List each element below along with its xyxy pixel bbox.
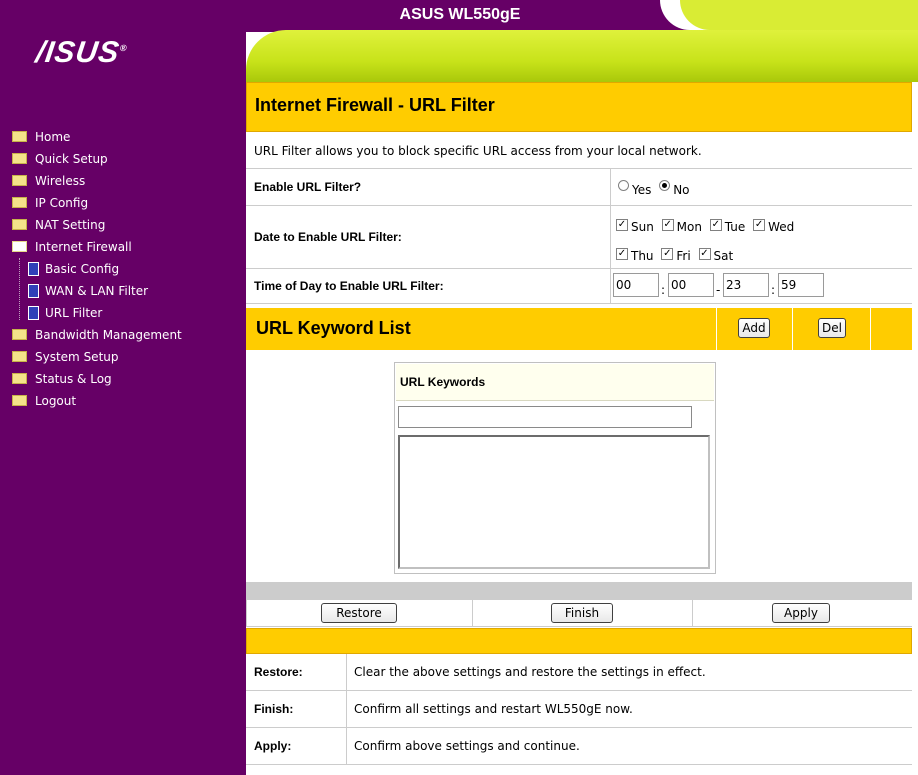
help-key: Apply: (254, 739, 292, 753)
sidebar-item-label: NAT Setting (35, 218, 106, 232)
header-green-band (246, 30, 918, 82)
folder-icon (12, 153, 27, 164)
add-keyword-button[interactable]: Add (738, 318, 770, 338)
date-row (246, 206, 912, 269)
sidebar (0, 0, 246, 775)
day-label: Sat (713, 249, 734, 263)
checkbox-fri[interactable]: ✓ (663, 248, 672, 259)
sidebar-item-logout[interactable] (12, 390, 182, 412)
description-row (246, 132, 912, 169)
keyword-table-header (396, 364, 714, 401)
sidebar-item-label: Basic Config (45, 262, 120, 276)
help-header-bar (246, 628, 912, 654)
sidebar-item-basic-config[interactable] (12, 258, 182, 280)
sidebar-item-label: WAN & LAN Filter (45, 284, 149, 298)
checkbox-sat[interactable]: ✓ (700, 248, 709, 259)
radio-no-label: No (673, 183, 690, 197)
day-label: Mon (676, 220, 702, 234)
end-minute-input[interactable]: 59 (778, 273, 824, 297)
sidebar-item-internet-firewall[interactable] (12, 236, 182, 258)
keyword-column-header: URL Keywords (400, 375, 486, 389)
divider-bar (246, 582, 912, 600)
checkbox-tue[interactable]: ✓ (711, 219, 720, 230)
radio-yes[interactable] (618, 180, 629, 191)
keyword-table (394, 362, 716, 574)
checkbox-sun[interactable]: ✓ (617, 219, 627, 230)
page-title: Internet Firewall - URL Filter (255, 95, 495, 115)
sidebar-item-quick-setup[interactable] (12, 148, 182, 170)
start-minute-input[interactable]: 00 (668, 273, 714, 297)
sidebar-item-system-setup[interactable] (12, 346, 182, 368)
day-label: Tue (724, 220, 746, 234)
help-divider (346, 654, 347, 690)
row-divider (472, 600, 473, 626)
sidebar-item-label: System Setup (35, 350, 119, 364)
restore-button[interactable]: Restore (321, 603, 397, 623)
sidebar-item-ip-config[interactable] (12, 192, 182, 214)
sidebar-item-status-log[interactable] (12, 368, 182, 390)
date-label: Date to Enable URL Filter: (254, 230, 402, 244)
finish-button[interactable]: Finish (551, 603, 613, 623)
delete-keyword-button[interactable]: Del (818, 318, 846, 338)
column-divider (610, 169, 611, 205)
checkbox-mon[interactable]: ✓ (663, 219, 672, 230)
sidebar-item-label: URL Filter (45, 306, 103, 320)
folder-icon (12, 175, 27, 186)
page-icon (28, 284, 39, 298)
folder-icon (12, 197, 27, 208)
sidebar-item-label: Wireless (35, 174, 86, 188)
time-label: Time of Day to Enable URL Filter: (254, 279, 444, 293)
start-hour-input[interactable]: 00 (613, 273, 659, 297)
sidebar-item-label: Quick Setup (35, 152, 108, 166)
help-key: Finish: (254, 702, 294, 716)
row-divider (692, 600, 693, 626)
radio-no[interactable] (659, 180, 670, 191)
time-separator: - (716, 283, 721, 297)
sidebar-item-label: Home (35, 130, 71, 144)
keyword-input[interactable] (398, 406, 692, 428)
help-divider (346, 691, 347, 727)
column-divider (610, 206, 611, 268)
folder-icon (12, 373, 27, 384)
help-row-apply (246, 728, 912, 765)
time-row (246, 269, 912, 304)
time-separator: : (661, 283, 666, 297)
page-description: URL Filter allows you to block specific URL access from your local network. (254, 144, 702, 158)
enable-options (614, 183, 690, 197)
folder-open-icon (12, 241, 27, 252)
sidebar-item-bandwidth-management[interactable] (12, 324, 182, 346)
header-curve-fill (680, 0, 918, 30)
folder-icon (12, 219, 27, 230)
end-hour-input[interactable]: 23 (723, 273, 769, 297)
sidebar-nav (12, 126, 182, 412)
keyword-list-bar (246, 308, 912, 350)
bar-divider (870, 308, 871, 350)
day-label: Thu (631, 249, 654, 263)
help-description: Confirm all settings and restart WL550gE now. (354, 702, 633, 716)
day-label: Fri (676, 249, 691, 263)
folder-icon (12, 395, 27, 406)
column-divider (610, 269, 611, 303)
sidebar-item-url-filter[interactable] (12, 302, 182, 324)
day-label: Sun (631, 220, 654, 234)
help-divider (346, 728, 347, 764)
sidebar-item-nat-setting[interactable] (12, 214, 182, 236)
help-row-restore (246, 654, 912, 691)
day-label: Wed (768, 220, 795, 234)
keyword-listbox[interactable] (398, 435, 710, 569)
bar-divider (716, 308, 717, 350)
help-key: Restore: (254, 665, 303, 679)
sidebar-item-wireless[interactable] (12, 170, 182, 192)
row-divider (246, 600, 247, 626)
action-buttons-row (246, 600, 912, 627)
sidebar-item-label: Internet Firewall (35, 240, 132, 254)
sidebar-item-home[interactable] (12, 126, 182, 148)
apply-button[interactable]: Apply (772, 603, 830, 623)
folder-icon (12, 329, 27, 340)
router-model-title: ASUS WL550gE (399, 6, 521, 23)
sidebar-item-wan-lan-filter[interactable] (12, 280, 182, 302)
sidebar-item-label: Status & Log (35, 372, 112, 386)
help-description: Clear the above settings and restore the settings in effect. (354, 665, 706, 679)
radio-yes-label: Yes (632, 183, 652, 197)
enable-label: Enable URL Filter? (254, 180, 362, 194)
page-title-bar (246, 82, 912, 132)
folder-icon (12, 131, 27, 142)
sidebar-item-label: Logout (35, 394, 77, 408)
days-row-1 (616, 220, 798, 235)
asus-logo: /ISUS® (33, 36, 129, 69)
help-description: Confirm above settings and continue. (354, 739, 580, 753)
checkbox-wed[interactable]: ✓ (754, 219, 764, 230)
checkbox-thu[interactable]: ✓ (617, 248, 627, 259)
bar-divider (792, 308, 793, 350)
time-separator: : (771, 283, 776, 297)
enable-row (246, 169, 912, 206)
help-row-finish (246, 691, 912, 728)
page-icon (28, 262, 39, 276)
days-row-2 (616, 249, 737, 264)
keyword-list-title: URL Keyword List (256, 318, 411, 338)
sidebar-item-label: Bandwidth Management (35, 328, 182, 342)
sidebar-item-label: IP Config (35, 196, 89, 210)
page-icon (28, 306, 39, 320)
folder-icon (12, 351, 27, 362)
